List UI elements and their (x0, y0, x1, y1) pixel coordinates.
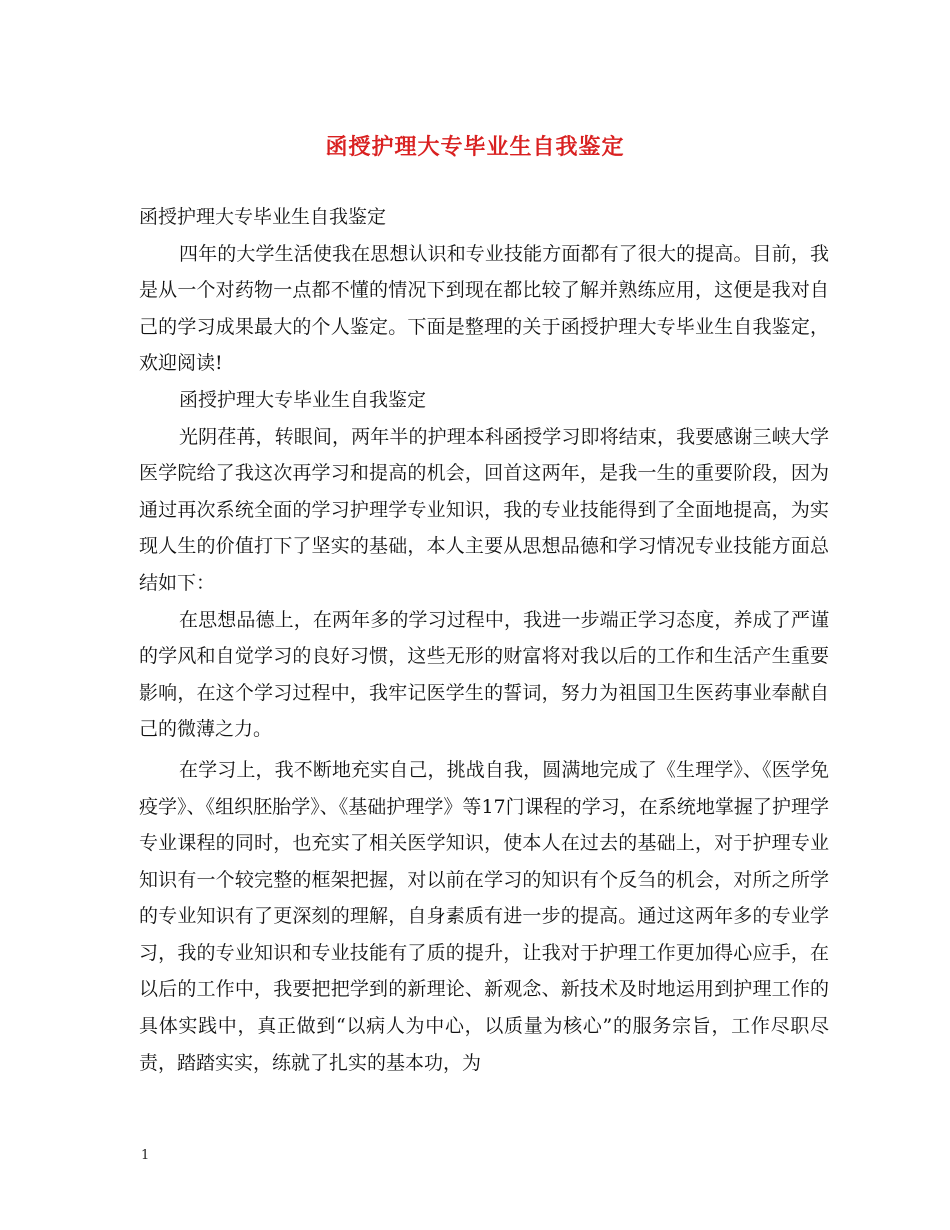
paragraph-heading: 函授护理大专毕业生自我鉴定 (139, 206, 387, 228)
paragraph-ideology: 在思想品德上，在两年多的学习过程中，我进一步端正学习态度，养成了严谨的学风和自觉学习的良好习惯，这些无形的财富将对我以后的工作和生活产生重要影响，在这个学习过程中，我牢记医学生的誓词，努力为祖国卫生医药事业奉献自己的微薄之力。 (139, 608, 829, 741)
document-title: 函授护理大专毕业生自我鉴定 (325, 134, 625, 160)
page-number: 1 (141, 1148, 150, 1163)
paragraph-study: 在学习上，我不断地充实自己，挑战自我，圆满地完成了《生理学》、《医学免疫学》、《组织胚胎学》、《基础护理学》等17门课程的学习，在系统地掌握了护理学专业课程的同时，也充实了相关医学知识，使本人在过去的基础上，对于护理专业知识有一个较完整的框架把握，对以前在学习的知识有个反刍的机会，对所之所学的专业知识有了更深刻的理解，自身素质有进一步的提高。通过这两年多的专业学习，我的专业知识和专业技能有了质的提升，让我对于护理工作更加得心应手，在以后的工作中，我要把把学到的新理论、新观念、新技术及时地运用到护理工作的具体实践中，真正做到“以病人为中心，以质量为核心”的服务宗旨，工作尽职尽责，踏踏实实，练就了扎实的基本功，为 (139, 758, 829, 1074)
paragraph-intro: 四年的大学生活使我在思想认识和专业技能方面都有了很大的提高。目前，我是从一个对药物一点都不懂的情况下到现在都比较了解并熟练应用，这便是我对自己的学习成果最大的个人鉴定。下面是整理的关于函授护理大专毕业生自我鉴定，欢迎阅读! (139, 242, 829, 375)
paragraph-subheading: 函授护理大专毕业生自我鉴定 (179, 388, 427, 411)
paragraph-summary: 光阴荏苒，转眼间，两年半的护理本科函授学习即将结束，我要感谢三峡大学医学院给了我这次再学习和提高的机会，回首这两年，是我一生的重要阶段，因为通过再次系统全面的学习护理学专业知识，我的专业技能得到了全面地提高，为实现人生的价值打下了坚实的基础，本人主要从思想品德和学习情况专业技能方面总结如下： (139, 425, 829, 594)
document-body (139, 199, 829, 1081)
